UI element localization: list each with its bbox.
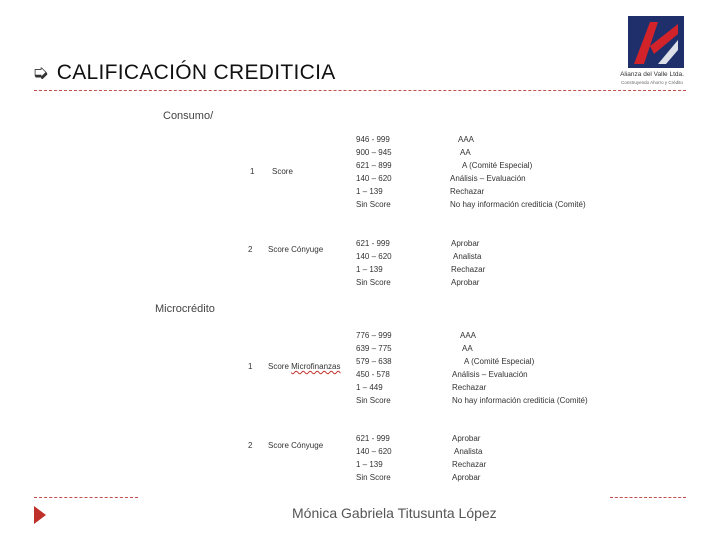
result-item: Análisis – Evaluación: [452, 370, 528, 379]
result-item: Rechazar: [451, 265, 486, 274]
result-list: [452, 329, 588, 407]
result-item: Aprobar: [451, 278, 480, 287]
result-item: Analista: [454, 447, 483, 456]
result-item: No hay información crediticia (Comité): [452, 396, 588, 405]
logo-tagline: Construyendo Ahorro y Crédito: [621, 80, 683, 85]
score-range: 579 – 638: [356, 357, 392, 366]
row-label: Score: [272, 167, 293, 176]
row-label: Score Cónyuge: [268, 245, 324, 254]
result-list: [450, 133, 586, 211]
score-range: Sin Score: [356, 396, 391, 405]
result-item: Rechazar: [452, 460, 487, 469]
score-range: 621 - 999: [356, 434, 390, 443]
score-range-list: [356, 432, 392, 484]
outline-arrow-icon: ➭: [32, 62, 49, 84]
row-number: 2: [248, 245, 253, 254]
logo-name: Alianza del Valle Ltda.: [620, 71, 684, 78]
slide-title: CALIFICACIÓN CREDITICIA: [56, 61, 336, 84]
result-item: Análisis – Evaluación: [450, 174, 526, 183]
result-item: A (Comité Especial): [462, 161, 533, 170]
result-item: Aprobar: [452, 473, 481, 482]
section-heading-microcredito: Microcrédito: [155, 303, 215, 315]
result-item: AAA: [460, 331, 477, 340]
bottom-divider-left: [34, 497, 138, 498]
score-range: 1 – 139: [356, 265, 383, 274]
row-number: 2: [248, 441, 253, 450]
score-range: Sin Score: [356, 200, 391, 209]
result-item: Rechazar: [452, 383, 487, 392]
score-range: 450 - 578: [356, 370, 390, 379]
score-range: 621 - 999: [356, 239, 390, 248]
row-number: 1: [248, 362, 253, 371]
score-range: 1 – 449: [356, 383, 383, 392]
result-item: Aprobar: [451, 239, 480, 248]
score-range: 639 – 775: [356, 344, 392, 353]
result-item: Analista: [453, 252, 482, 261]
score-range: 900 – 945: [356, 148, 392, 157]
row-label-text: Score Microfinanzas: [268, 362, 341, 371]
score-range: Sin Score: [356, 278, 391, 287]
result-item: AAA: [458, 135, 475, 144]
spellcheck-mark: Microfinanzas: [291, 362, 341, 371]
result-list: [452, 432, 486, 484]
row-number: 1: [250, 167, 255, 176]
score-range: 621 – 899: [356, 161, 392, 170]
score-range: 776 – 999: [356, 331, 392, 340]
result-item: No hay información crediticia (Comité): [450, 200, 586, 209]
row-label: [268, 362, 340, 371]
score-range-list: [356, 329, 392, 407]
score-range: 1 – 139: [356, 460, 383, 469]
result-item: AA: [460, 148, 471, 157]
bottom-divider-right: [610, 497, 686, 498]
score-range-list: [356, 133, 392, 211]
score-range: 140 – 620: [356, 252, 392, 261]
score-range: 1 – 139: [356, 187, 383, 196]
score-range: 140 – 620: [356, 447, 392, 456]
result-item: Aprobar: [452, 434, 481, 443]
score-range: 946 - 999: [356, 135, 390, 144]
row-label: Score Cónyuge: [268, 441, 324, 450]
result-list: [451, 237, 485, 289]
score-range: Sin Score: [356, 473, 391, 482]
footer-author: Mónica Gabriela Titusunta López: [292, 505, 497, 521]
play-triangle-icon: [34, 506, 46, 524]
score-range-list: [356, 237, 392, 289]
result-item: AA: [462, 344, 473, 353]
score-range: 140 – 620: [356, 174, 392, 183]
result-item: A (Comité Especial): [464, 357, 535, 366]
section-heading-consumo: Consumo/: [163, 110, 214, 122]
result-item: Rechazar: [450, 187, 485, 196]
